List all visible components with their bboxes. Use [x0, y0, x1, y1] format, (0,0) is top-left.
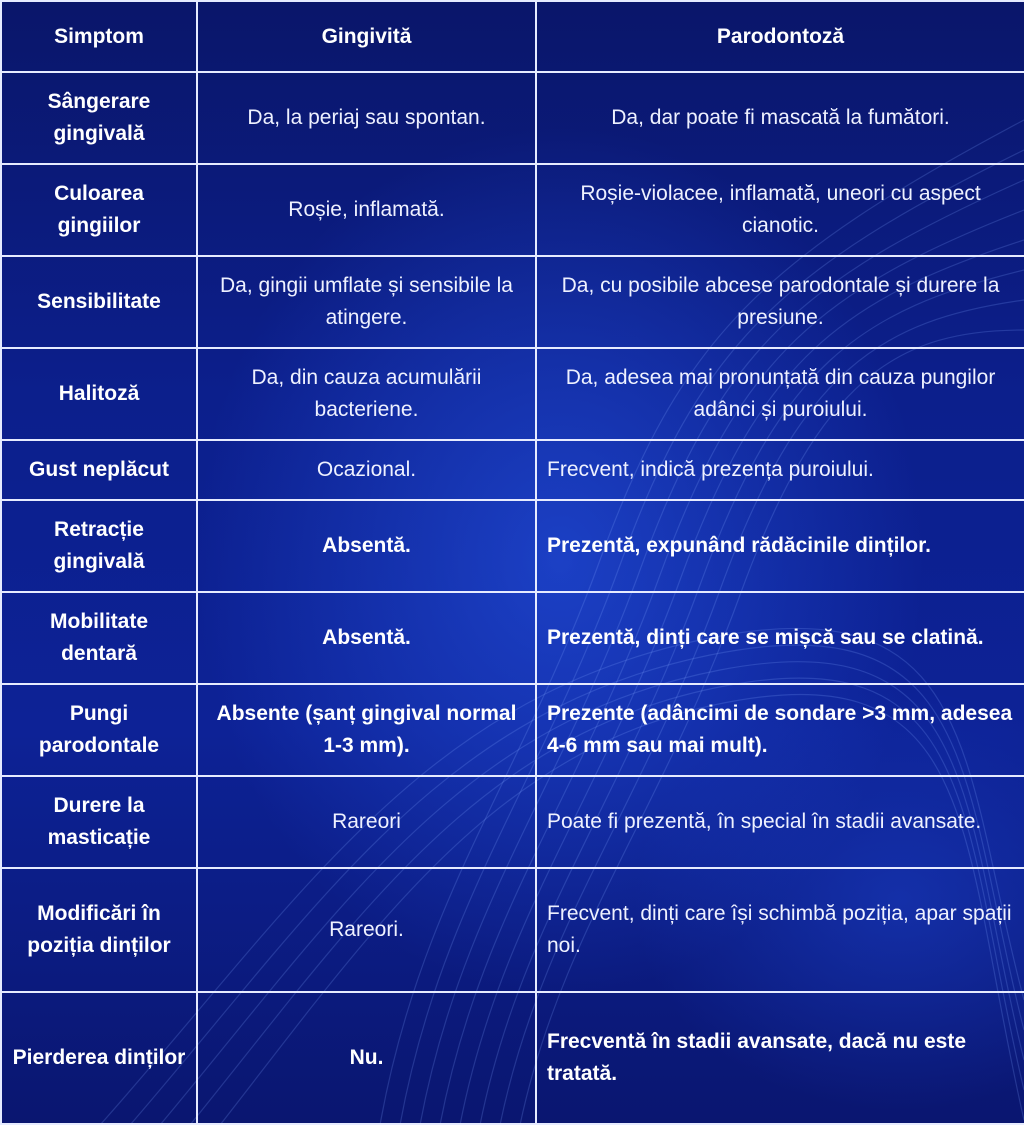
symptom-cell: Durere la masticație [1, 776, 197, 868]
table-row [1, 992, 1024, 1124]
periodontitis-cell: Prezentă, dinți care se mișcă sau se clatină. [536, 592, 1024, 684]
gingivitis-cell: Absentă. [197, 500, 536, 592]
periodontitis-cell: Da, dar poate fi mascată la fumători. [536, 72, 1024, 164]
periodontitis-cell: Frecvent, indică prezența puroiului. [536, 440, 1024, 500]
table-row [1, 440, 1024, 500]
header-periodontitis: Parodontoză [536, 1, 1024, 72]
gingivitis-cell: Da, la periaj sau spontan. [197, 72, 536, 164]
gingivitis-cell: Rareori [197, 776, 536, 868]
periodontitis-cell: Da, cu posibile abcese parodontale și durere la presiune. [536, 256, 1024, 348]
gingivitis-cell: Roșie, inflamată. [197, 164, 536, 256]
symptom-cell: Modificări în poziția dinților [1, 868, 197, 992]
table-row [1, 592, 1024, 684]
header-symptom: Simptom [1, 1, 197, 72]
periodontitis-cell: Frecvent, dinți care își schimbă poziția, apar spații noi. [536, 868, 1024, 992]
symptom-cell: Gust neplăcut [1, 440, 197, 500]
symptom-cell: Culoarea gingiilor [1, 164, 197, 256]
table-row [1, 256, 1024, 348]
gingivitis-cell: Ocazional. [197, 440, 536, 500]
gingivitis-cell: Nu. [197, 992, 536, 1124]
table-row [1, 164, 1024, 256]
periodontitis-cell: Frecventă în stadii avansate, dacă nu este tratată. [536, 992, 1024, 1124]
symptom-cell: Sângerare gingivală [1, 72, 197, 164]
gingivitis-cell: Da, gingii umflate și sensibile la atingere. [197, 256, 536, 348]
symptom-cell: Pierderea dinților [1, 992, 197, 1124]
table-row [1, 684, 1024, 776]
symptom-cell: Sensibilitate [1, 256, 197, 348]
periodontitis-cell: Roșie-violacee, inflamată, uneori cu aspect cianotic. [536, 164, 1024, 256]
table-row [1, 72, 1024, 164]
symptom-cell: Retracție gingivală [1, 500, 197, 592]
gingivitis-cell: Absente (șanț gingival normal 1-3 mm). [197, 684, 536, 776]
periodontitis-cell: Poate fi prezentă, în special în stadii avansate. [536, 776, 1024, 868]
periodontitis-cell: Prezentă, expunând rădăcinile dinților. [536, 500, 1024, 592]
symptom-cell: Pungi parodontale [1, 684, 197, 776]
symptom-cell: Halitoză [1, 348, 197, 440]
gingivitis-cell: Rareori. [197, 868, 536, 992]
table-row [1, 776, 1024, 868]
table-row [1, 868, 1024, 992]
symptom-cell: Mobilitate dentară [1, 592, 197, 684]
periodontitis-cell: Prezente (adâncimi de sondare >3 mm, adesea 4-6 mm sau mai mult). [536, 684, 1024, 776]
periodontitis-cell: Da, adesea mai pronunțată din cauza pungilor adânci și puroiului. [536, 348, 1024, 440]
header-gingivitis: Gingivită [197, 1, 536, 72]
table-row [1, 500, 1024, 592]
table-row [1, 348, 1024, 440]
header-row [1, 1, 1024, 72]
gingivitis-cell: Da, din cauza acumulării bacteriene. [197, 348, 536, 440]
gingivitis-cell: Absentă. [197, 592, 536, 684]
